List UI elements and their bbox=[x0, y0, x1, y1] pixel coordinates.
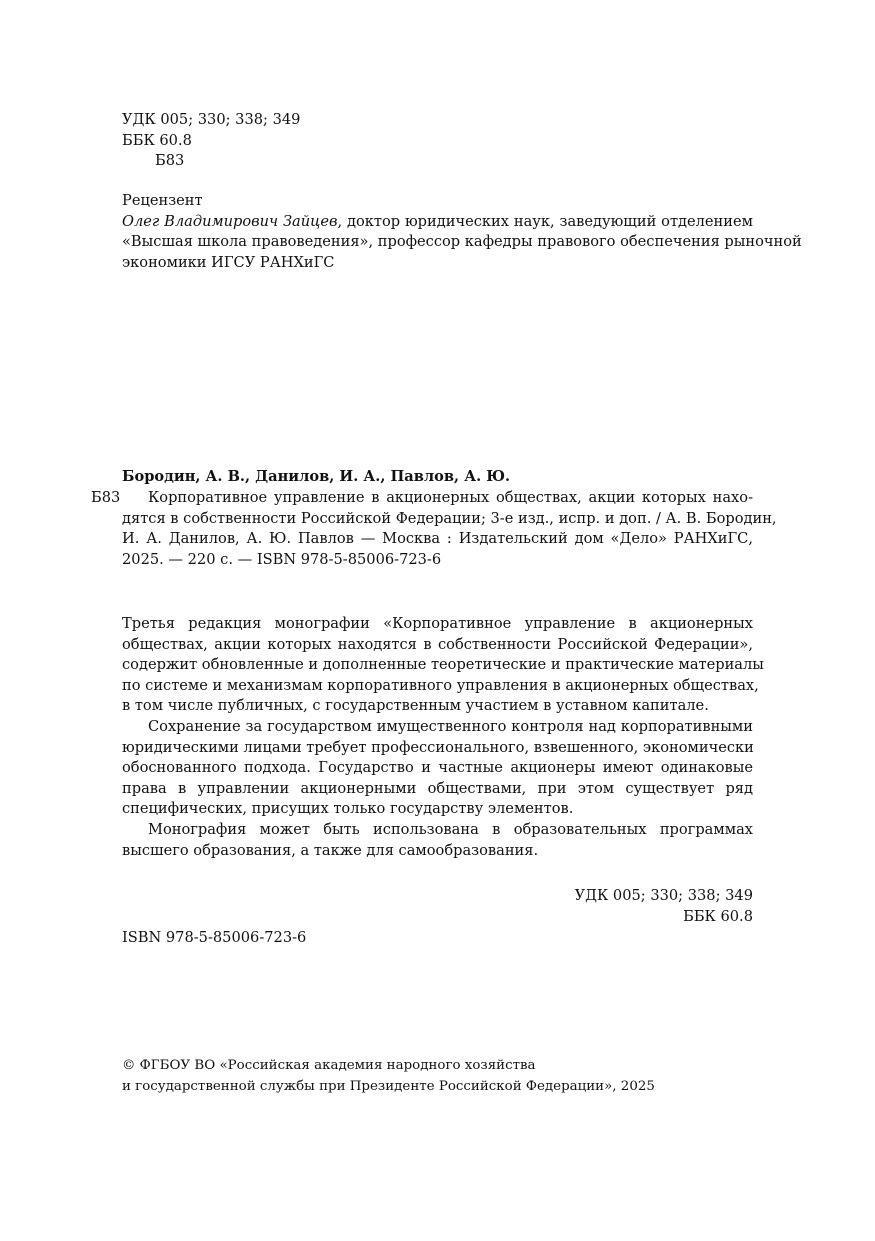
udk-code: УДК 005; 330; 338; 349 bbox=[122, 111, 301, 128]
author-code: Б83 bbox=[155, 152, 185, 170]
bib-line: 2025. — 220 с. — ISBN 978-5-85006-723-6 bbox=[122, 550, 442, 568]
reviewer-section bbox=[122, 191, 802, 273]
bib-line: дятся в собственности Российской Федерации; 3-е изд., испр. и доп. / А. В. Бородин, bbox=[122, 509, 777, 527]
reviewer-line-3: экономики ИГСУ РАНХиГС bbox=[122, 253, 335, 271]
annotation-line: обоснованного подхода. Государство и частные акционеры имеют одинаковые bbox=[122, 759, 753, 777]
annotation-line: Монография может быть использована в образовательных программах bbox=[148, 820, 753, 838]
bbk-code: ББК 60.8 bbox=[122, 131, 192, 149]
copyright bbox=[122, 1056, 753, 1097]
isbn: ISBN 978-5-85006-723-6 bbox=[122, 929, 307, 946]
copyright-line-1: © ФГБОУ ВО «Российская академия народного хозяйства bbox=[122, 1058, 536, 1073]
reviewer-line-2: «Высшая школа правоведения», профессор кафедры правового обеспечения рыночной bbox=[122, 233, 802, 251]
annotation-line: юридическими лицами требует профессионального, взвешенного, экономически bbox=[122, 738, 754, 756]
reviewer-line-1 bbox=[122, 212, 753, 233]
bib-line: И. А. Данилов, А. Ю. Павлов — Москва : Издательский дом «Дело» РАНХиГС, bbox=[122, 530, 753, 548]
bib-author-code: Б83 bbox=[91, 489, 121, 506]
copyright-line-2: и государственной службы при Президенте Российской Федерации», 2025 bbox=[122, 1078, 655, 1094]
annotation-line: высшего образования, а также для самообразования. bbox=[122, 841, 539, 859]
annotation-line: права в управлении акционерными обществами, при этом существует ряд bbox=[122, 779, 753, 797]
annotation-line: содержит обновленные и дополненные теоретические и практические материалы bbox=[122, 656, 764, 674]
bbk-code: ББК 60.8 bbox=[683, 907, 753, 925]
udk-code: УДК 005; 330; 338; 349 bbox=[574, 887, 753, 904]
annotation-line: Третья редакция монографии «Корпоративное управление в акционерных bbox=[122, 615, 753, 632]
annotation-line: специфических, присущих только государству элементов. bbox=[122, 800, 574, 818]
annotation-line: в том числе публичных, с государственным участием в уставном капитале. bbox=[122, 697, 709, 715]
bib-authors: Бородин, А. В., Данилов, И. А., Павлов, А. Ю. bbox=[122, 468, 511, 485]
classification-codes-bottom bbox=[122, 886, 753, 927]
reviewer-label: Рецензент bbox=[122, 192, 203, 209]
bib-line: Корпоративное управление в акционерных обществах, акции которых нахо- bbox=[148, 489, 753, 506]
annotation-line: Сохранение за государством имущественного контроля над корпоративными bbox=[148, 717, 753, 735]
annotation bbox=[122, 614, 764, 861]
annotation-line: обществах, акции которых находятся в собственности Российской Федерации», bbox=[122, 635, 753, 653]
bib-description bbox=[122, 488, 777, 570]
reviewer-name: Олег Владимирович Зайцев bbox=[122, 212, 338, 230]
annotation-line: по системе и механизмам корпоративного управления в акционерных обществах, bbox=[122, 676, 759, 694]
classification-codes-top bbox=[122, 110, 753, 172]
reviewer-title: , доктор юридических наук, заведующий отделением bbox=[337, 212, 754, 230]
